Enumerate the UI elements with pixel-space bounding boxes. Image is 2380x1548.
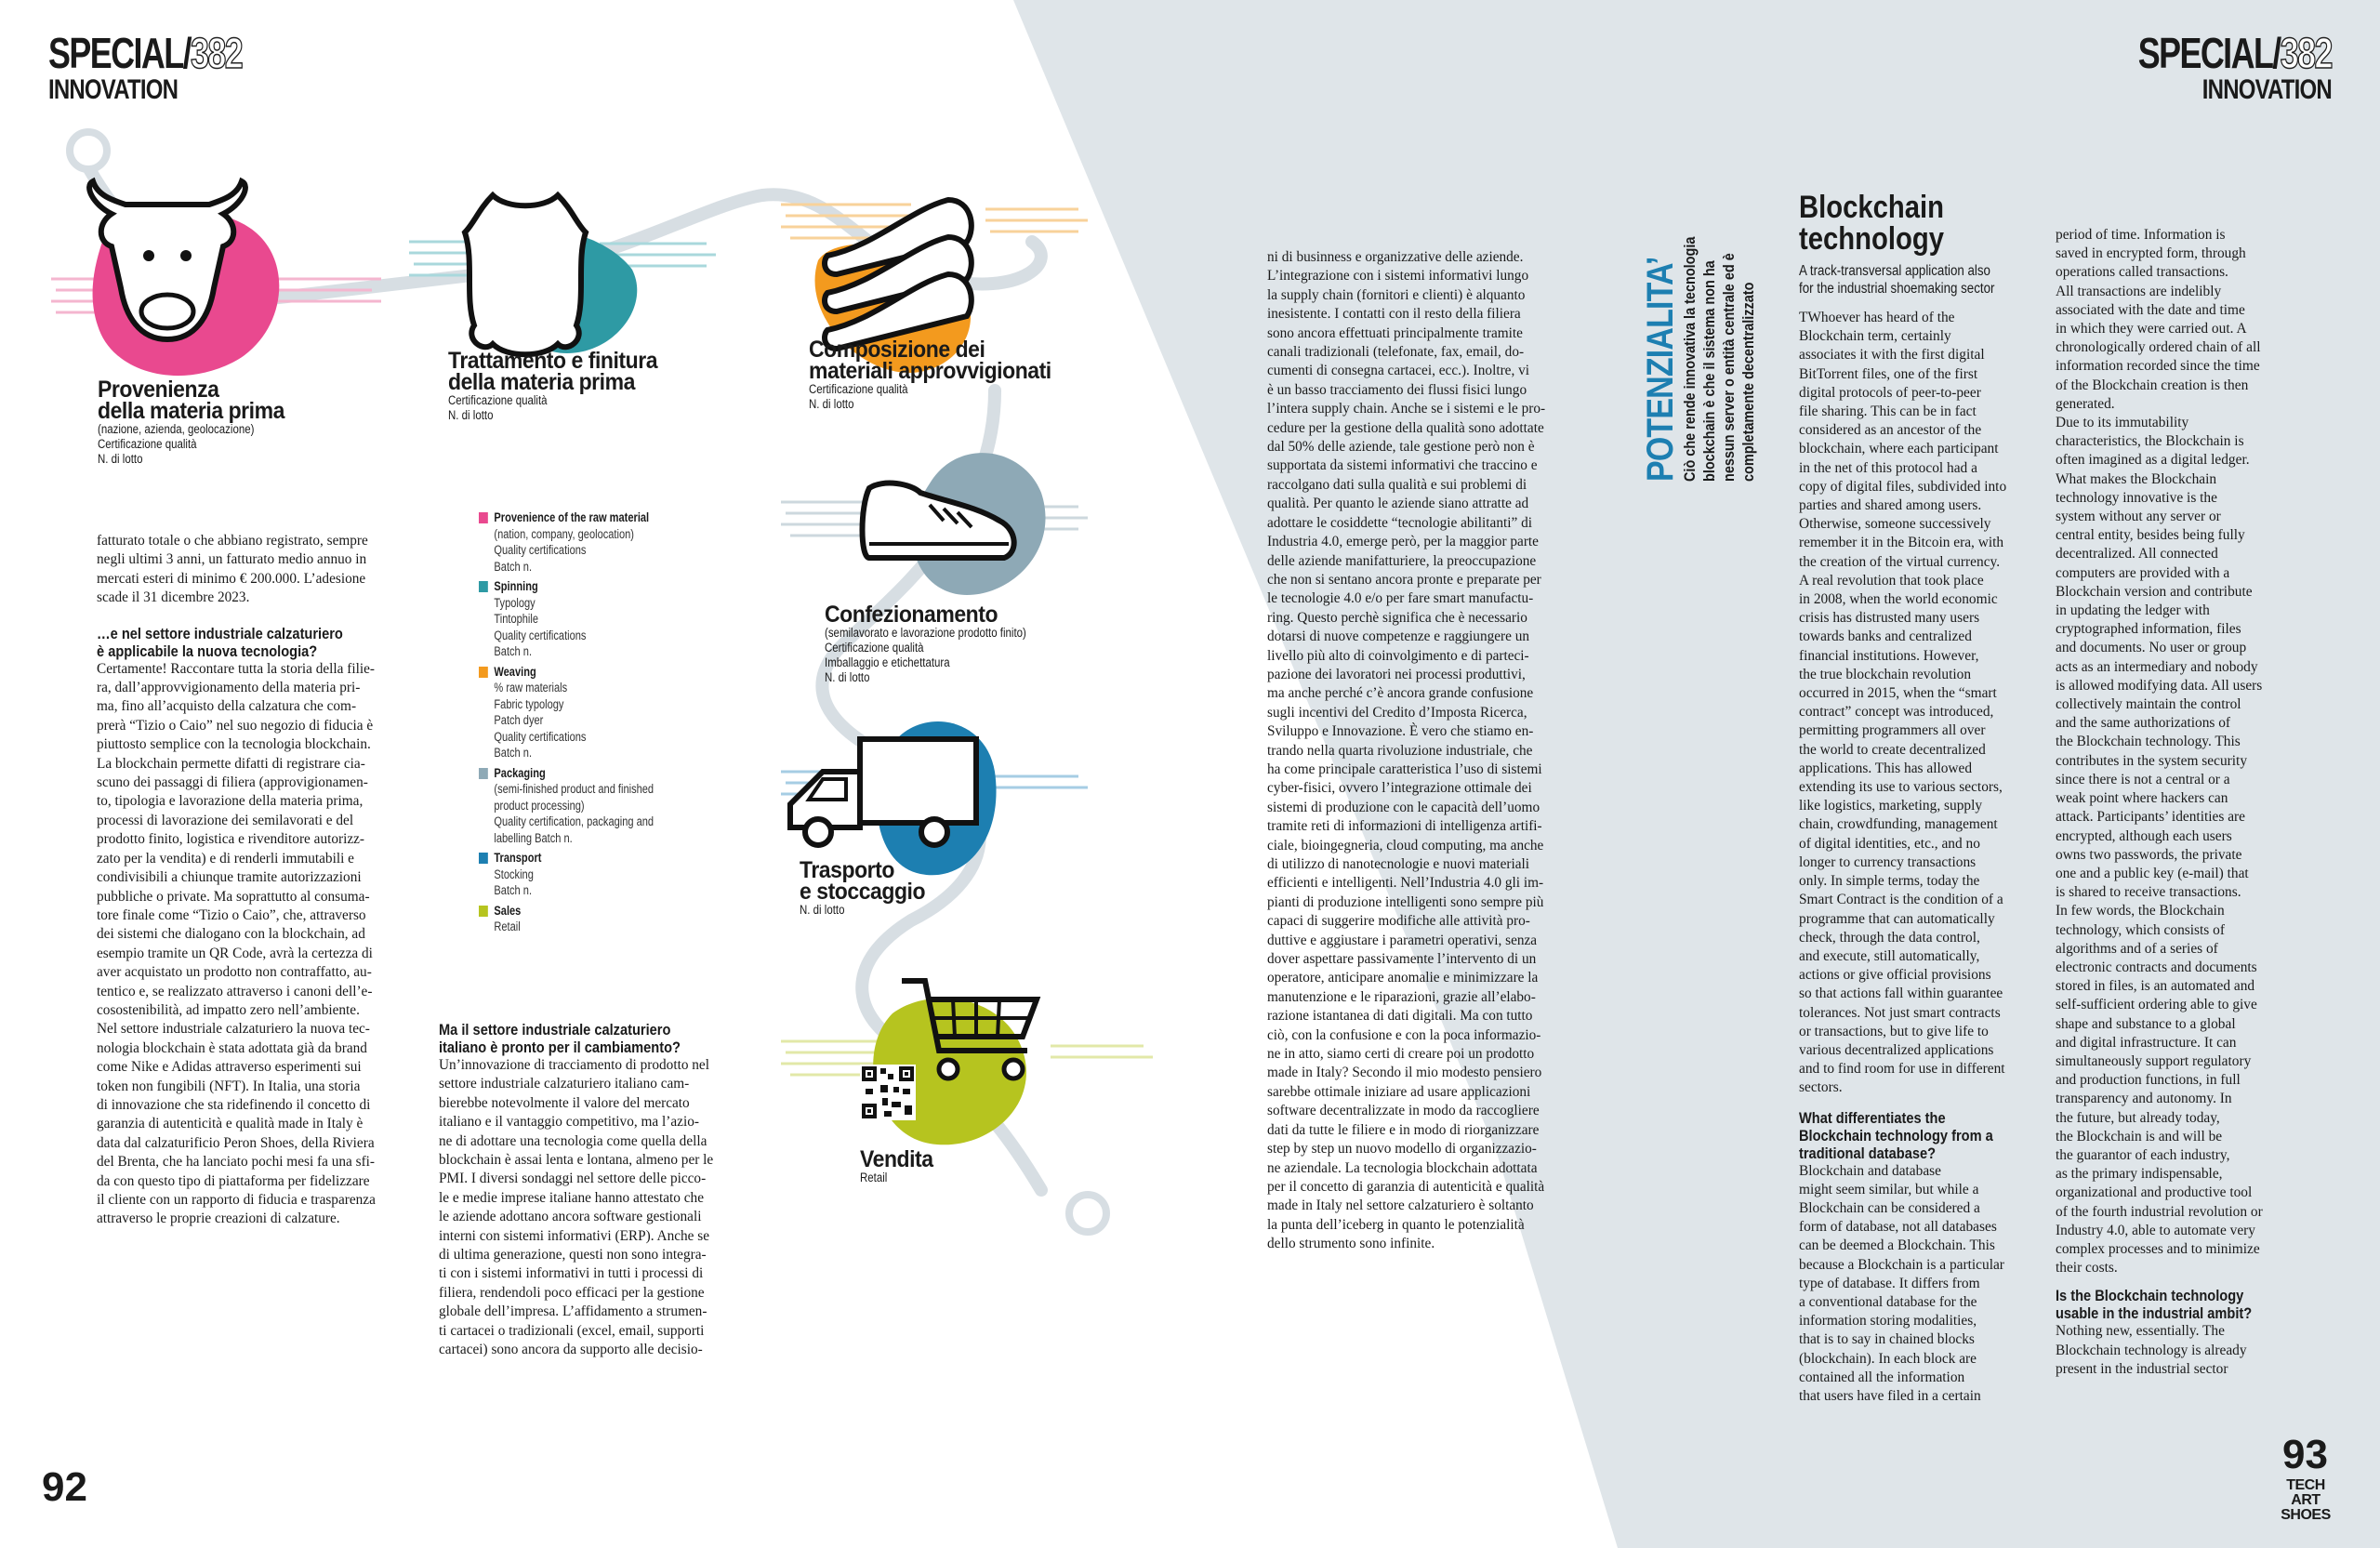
qr-code-icon: [860, 1065, 916, 1120]
subheading: Is the Blockchain technology usable in the industrial ambit?: [2056, 1287, 2253, 1323]
cow-icon: [74, 177, 260, 353]
legend-item: Provenience of the raw material (nation, company, geolocation) Quality certifications Batch n.: [479, 509, 677, 575]
step-trasporto: [800, 857, 936, 918]
section-title: SPECIAL/382: [48, 29, 243, 77]
step-trattamento: [448, 348, 676, 423]
article-column-1: [97, 532, 417, 1229]
paragraph: fatturato totale o che abbiano registrato, sempre negli ultimi 3 anni, un fatturato medio annuo in mercati esteri di minimo € 200.000. L’adesione scade il 31 dicembre 2023.: [97, 533, 368, 606]
paragraph: ni di businness e organizzative delle aziende. L’integrazione con i sistemi informativi lungo la supply chain (fornitori e clienti) è alquanto inesistente. I contatti con il resto della filiera sono ancora effettuati principalmente tramite canali tradizionali (telefonate, fax, email, do- cumenti di consegna cartacei, ecc.). Inoltre, vi è un basso tracciamento dei flussi fisici lungo l’intera supply chain. Anche se i sistemi e le pro- cedure per la gestione della qualità sono adottate dal 50% delle aziende, tale gestione però non è supportata da sistemi informativi che traccino e raccolgano dati sulla qualità e sui problemi di qualità. Per quanto le aziende siano attratte ad adottare le cosiddette “tecnologie abilitanti” di Industria 4.0, emerge però, per la maggior parte delle aziende manifatturiere, la preoccupazione che non si sentano ancora pronte e preparate per le tecnologie 4.0 e/o per fare smart manufactu- ring. Questo perchè significa che è necessario dotarsi di nuove competenze e raggiungere un livello più alto di coinvolgimento e di parteci- pazione dei lavoratori nei processi produttivi, ma anche perché c’è ancora grande confusione sugli incentivi del Credito d’Imposta Ricerca, Sviluppo e Innovazione. È vero che stiamo en- trando nella quarta rivoluzione industriale, che ha come principale caratteristica l’uso di sistemi cyber-fisici, ovvero l’integrazione ottimale dei sistemi di produzione con le capacità dell’uomo tramite reti di informazioni di intelligenza artifi- ciale, bioingegneria, cloud computing, ma anche di utilizzo di nanotecnologie e nuovi materiali efficienti e intelligenti. Nell’Industria 4.0 gli im- pianti di produzione intelligenti sono sempre più capaci di suggerire modifiche alle attività pro- duttive e aggiustare i parametri operativi, senza dover aspettare passivamente l’intervento di un operatore, anticipare anomalie e minimizzare la manutenzione e le riparazioni, grazie all’elabo- razione istantanea di dati digitali. Ma con tutto ciò, con la confusione e con la poca informazio- ne in atto, siamo certi di creare poi un prodotto made in Italy? Secondo il mio modesto pensiero sarebbe ottimale iniziare ad usare applicazioni software decentralizzate in modo da raccogliere dati da tutte le filiere e in modo di riorganizzare step by step un nuovo modello di organizzazio- ne aziendale. La tecnologia blockchain adottata per il concetto di garanzia di autenticità e qualità made in Italy nel settore calzaturiero è soltanto la punta dell’iceberg in quanto le potenzialità dello strumento sono infinite.: [1267, 249, 1546, 1252]
potenzialita-sidebar: [1641, 193, 1758, 482]
article-subtitle: A track-transversal application also for the industrial shoemaking sector: [1799, 263, 1995, 297]
paragraph: Blockchain and database might seem similar, but while a Blockchain can be considered a form of database, not all databases can be deemed a Blockchain. This because a Blockchain is a particular type of database. It differs from a conventional database for the information storing modalities, that is to say in chained blocks (blockchain). In each block are contained all the information that users have filed in a certain: [1799, 1162, 2004, 1404]
step-title: Trasporto e stoccaggio: [800, 857, 926, 905]
potenzialita-text: Ciò che rende innovativa la tecnologia blockchain è che il sistema non ha nessun server o entità centrale ed è completamente decentralizzato: [1681, 236, 1757, 482]
step-title: Vendita: [860, 1146, 933, 1172]
shopping-cart-icon: [897, 972, 1046, 1092]
potenzialita-title: POTENZIALITA’: [1640, 257, 1681, 482]
legend-item: Sales Retail: [479, 903, 677, 935]
blockchain-column-a: [1799, 192, 2031, 1406]
legend-swatch: [479, 667, 488, 678]
article-column-2: [439, 1021, 760, 1360]
step-details: Certificazione qualità N. di lotto: [448, 393, 548, 422]
step-details: Retail: [860, 1171, 888, 1184]
step-composizione: [809, 339, 1072, 412]
legend-item: Spinning Typology Tintophile Quality certifications Batch n.: [479, 578, 677, 660]
page-number-left: 92: [42, 1464, 87, 1510]
section-title: SPECIAL/382: [2137, 29, 2332, 77]
section-subtitle: INNOVATION: [48, 74, 178, 105]
brand-logo: TECH ART SHOES: [2281, 1477, 2331, 1523]
step-details: (semilavorato e lavorazione prodotto finito) Certificazione qualità Imballaggio e etichettatura N. di lotto: [825, 626, 1026, 684]
paragraph: period of time. Information is saved in encrypted form, through operations called transactions. All transactions are indelibly associated with the date and time in which they were carried out. A chronologically ordered chain of all information recorded since the time of the Blockchain creation is then generated. Due to its immutability characteristics, the Blockchain is often imagined as a digital ledger. What makes the Blockchain technology innovative is the system without any server or central entity, besides being fully decentralized. All connected computers are provided with a Blockchain version and contribute in updating the ledger with cryptographed information, files and documents. No user or group acts as an intermediary and nobody is allowed modifying data. All users collectively maintain the control and the same authorizations of the Blockchain technology. This contributes in the system security since there is not a central or a weak point where hackers can attack. Participants’ identities are encrypted, although each users owns two passwords, the private one and a public key (e-mail) that is shared to receive transactions. In few words, the Blockchain technology, which consists of algorithms and of a series of electronic contracts and documents stored in files, is an automated and self-sufficient ordering able to give shape and substance to a global and digital infrastructure. It can simultaneously support regulatory and production functions, in full transparency and autonomy. In the future, but already today, the Blockchain is and will be the guarantor of each industry, as the primary indispensable, organizational and productive tool of the fourth industrial revolution or Industry 4.0, able to automate very complex processes and to minimize their costs.: [2056, 227, 2263, 1277]
legend-swatch: [479, 581, 488, 592]
stacked-shoes-icon: [818, 191, 985, 358]
step-title: Composizione dei materiali approvvigionati: [809, 337, 1051, 384]
step-confezionamento: [825, 604, 1062, 685]
leather-hide-icon: [456, 186, 595, 363]
step-details: Certificazione qualità N. di lotto: [809, 382, 908, 411]
right-page-header: [2083, 29, 2332, 106]
legend-item: Packaging (semi-finished product and finished product processing) Quality certification, packaging and labelling Batch n.: [479, 765, 677, 847]
shoe-icon: [855, 470, 1023, 572]
legend-swatch: [479, 853, 488, 864]
step-title: Provenienza della materia prima: [98, 377, 284, 424]
blockchain-column-b: [2056, 226, 2297, 1379]
paragraph: Nothing new, essentially. The Blockchain technology is already present in the industrial sector: [2056, 1323, 2247, 1377]
step-details: (nazione, azienda, geolocazione) Certificazione qualità N. di lotto: [98, 422, 255, 466]
subheading: Ma il settore industriale calzaturiero italiano è pronto per il cambiamento?: [439, 1021, 681, 1056]
subheading: …e nel settore industriale calzaturiero è applicabile la nuova tecnologia?: [97, 624, 343, 660]
legend: [479, 509, 677, 939]
legend-swatch: [479, 906, 488, 917]
step-details: N. di lotto: [800, 903, 845, 917]
paragraph: Certamente! Raccontare tutta la storia della filie- ra, dall’approvvigionamento della materia pri- ma, fino all’acquisto della calzatura che com- prerà “Tizio o Caio” nel suo negozio di fiducia è piuttosto semplice con la tecnologia blockchain. La blockchain permette difatti di registrare cia- scuno dei passaggi di filiera (approvigionamen- to, tipologia e lavorazione della materia prima, processi di lavorazione dei semilavorati e del prodotto finito, logistica e rivenditore autorizz- zato per la vendita) e di renderli immutabili e condivisibili a chiunque tramite autorizzazioni pubbliche o private. Ma soprattutto al consuma- tore finale come “Tizio o Caio”, che, attraverso dei sistemi che dialogano con la blockchain, ad esempio tramite un QR Code, avrà la certezza di aver acquistato un prodotto non contraffatto, au- tentico e, se realizzato attraverso i canoni dell’e- cosostenibilità, ad impatto zero nell’ambiente. Nel settore industriale calzaturiero la nuova tec- nologia blockchain è stata adottata già da brand come Nike e Adidas attraverso esperimenti sui token non fungibili (NFT). In Italia, una storia di innovazione che sta ridefinendo il concetto di garanzia di autenticità e qualità made in Italy è data dal calzaturificio Peron Shoes, della Riviera del Brenta, che ha lanciato pochi mesi fa una sfi- da con questo tipo di piattaforma per fidelizzare il cliente con un rapporto di fiducia e trasparenza attraverso le proprie creazioni di calzature.: [97, 660, 376, 1227]
paragraph: TWhoever has heard of the Blockchain term, certainly associates it with the first digital BitTorrent files, one of the first digital protocols of peer-to-peer file sharing. This can be in fact considered as an ancestor of the blockchain, where each participant in the net of this protocol had a copy of digital files, subdivided into parties and shared among users. Otherwise, someone successively remember it in the Bitcoin era, with the creation of the virtual currency. A real revolution that took place in 2008, when the world economic crisis has distrusted many users towards banks and centralized financial institutions. However, the true blockchain revolution occurred in 2015, when the “smart contract” concept was introduced, permitting programmers all over the world to create decentralized applications. This has allowed extending its use to various sectors, like logistics, marketing, supply chain, crowdfunding, management of digital identities, etc., and no longer to currency transactions only. In simple terms, today the Smart Contract is the condition of a programme that can automatically check, through the data control, and execute, still automatically, actions or give official provisions so that actions fall within guarantee tolerances. Not just smart contracts or transactions, but to give life to various decentralized applications and to find room for use in different sectors.: [1799, 310, 2007, 1096]
legend-item: Transport Stocking Batch n.: [479, 850, 677, 899]
legend-swatch: [479, 768, 488, 779]
article-column-3: [1267, 248, 1602, 1254]
subheading: What differentiates the Blockchain technology from a traditional database?: [1799, 1108, 1993, 1162]
section-subtitle: INNOVATION: [2202, 74, 2332, 105]
article-title: Blockchain technology: [1799, 190, 1944, 257]
truck-icon: [781, 734, 985, 855]
legend-item: Weaving % raw materials Fabric typology Patch dyer Quality certifications Batch n.: [479, 664, 677, 761]
step-vendita: [860, 1146, 939, 1185]
step-provenienza: [98, 379, 300, 467]
step-title: Confezionamento: [825, 602, 998, 628]
page-number-right: 93: [2282, 1432, 2328, 1477]
paragraph: Un’innovazione di tracciamento di prodotto nel settore industriale calzaturiero italiano cam- bierebbe notevolmente il valore del mercato italiano e il vantaggio competitivo, ma l’azio- ne di adottare una tecnologia come quella della blockchain è assai lenta e lontana, almeno per le PMI. I diversi sondaggi nel settore delle picco- le e medie imprese italiane hanno attestato che le aziende adottano ancora software gestionali interni con sistemi informativi (ERP). Anche se di ultima generazione, questi non sono integra- ti con i sistemi informativi in tutti i processi di filiera, rendendoli poco efficaci per la gestione globale dell’impresa. L’affidamento a strumen- ti cartacei o tradizionali (excel, email, supporti cartacei) sono ancora da supporto alle decisio-: [439, 1057, 714, 1358]
legend-swatch: [479, 512, 488, 523]
step-title: Trattamento e finitura della materia prima: [448, 348, 658, 395]
